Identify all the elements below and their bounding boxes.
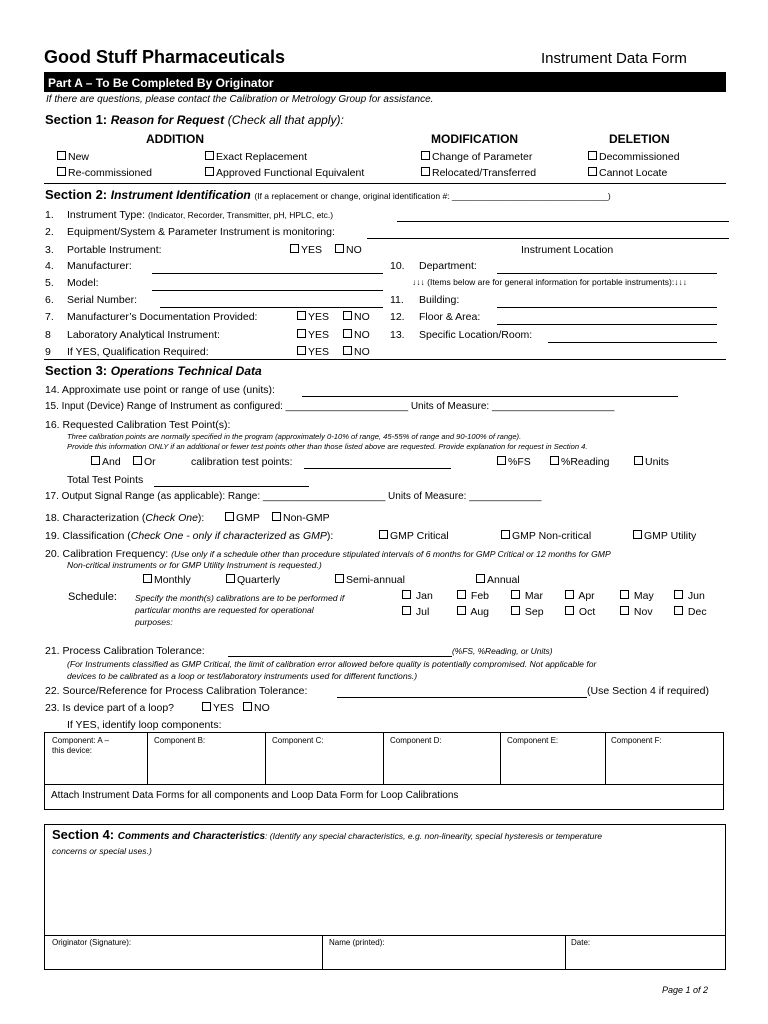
opt-pct-fs[interactable]: %FS	[497, 456, 531, 468]
cal-points-field[interactable]	[304, 468, 451, 469]
month-aug[interactable]: Aug	[457, 606, 489, 618]
checkbox-icon[interactable]	[272, 512, 281, 521]
arrow-down-icon: ↓↓↓	[674, 277, 687, 287]
divider	[265, 732, 266, 784]
divider	[565, 935, 566, 970]
opt-cannot-locate[interactable]: Cannot Locate	[588, 167, 667, 179]
room-field[interactable]	[548, 342, 717, 343]
opt-or[interactable]: Or	[133, 456, 156, 468]
divider	[383, 732, 384, 784]
checkbox-icon[interactable]	[335, 244, 344, 253]
q16-note-2: Provide this information ONLY if an additional or fewer test points other than those listed above are requested. Provide explanation for request in Section 4.	[67, 442, 588, 451]
q21-note-1: (For Instruments classified as GMP Critical, the limit of calibration error allowed before quality is potentially compromised. Not applicable for	[67, 659, 597, 669]
component-c[interactable]: Component C:	[272, 736, 324, 745]
month-dec[interactable]: Dec	[674, 606, 707, 618]
checkbox-icon[interactable]	[243, 702, 252, 711]
checkbox-icon[interactable]	[297, 311, 306, 320]
component-e[interactable]: Component E:	[507, 736, 559, 745]
divider	[44, 359, 726, 360]
month-mar[interactable]: Mar	[511, 590, 543, 602]
opt-relocated[interactable]: Relocated/Transferred	[421, 167, 536, 179]
portable-note: ↓↓↓ (Items below are for general information for portable instruments):↓↓↓	[412, 277, 687, 287]
checkbox-icon[interactable]	[57, 151, 66, 160]
department-field[interactable]	[497, 273, 717, 274]
q19: 19. Classification (Check One - only if characterized as GMP):	[45, 530, 334, 542]
checkbox-icon[interactable]	[588, 151, 597, 160]
component-f[interactable]: Component F:	[611, 736, 662, 745]
component-d[interactable]: Component D:	[390, 736, 442, 745]
deletion-heading: DELETION	[609, 132, 670, 146]
divider	[44, 935, 726, 936]
checkbox-icon[interactable]	[379, 530, 388, 539]
instrument-type-field[interactable]	[397, 221, 729, 222]
checkbox-icon[interactable]	[497, 456, 506, 465]
month-apr[interactable]: Apr	[565, 590, 595, 602]
checkbox-icon[interactable]	[402, 590, 411, 599]
docs-no[interactable]: NO	[343, 311, 370, 323]
item-7: 7. Manufacturer’s Documentation Provided:	[45, 311, 258, 323]
section-4-note-2: concerns or special uses.)	[52, 846, 152, 856]
name-printed[interactable]: Name (printed):	[329, 938, 385, 947]
month-oct[interactable]: Oct	[565, 606, 595, 618]
date-field[interactable]: Date:	[571, 938, 591, 947]
opt-recommissioned[interactable]: Re-commissioned	[57, 167, 152, 179]
serial-number-field[interactable]	[160, 307, 383, 308]
checkbox-icon[interactable]	[620, 590, 629, 599]
item-11: 11. Building:	[390, 294, 460, 306]
q23b: If YES, identify loop components:	[67, 719, 222, 731]
attach-note: Attach Instrument Data Forms for all components and Loop Data Form for Loop Calibrations	[51, 790, 459, 801]
divider	[500, 732, 501, 784]
checkbox-icon[interactable]	[501, 530, 510, 539]
opt-new[interactable]: New	[57, 151, 89, 163]
checkbox-icon[interactable]	[511, 590, 520, 599]
q21-note-2: devices to be calibrated as a loop or test/laboratory instruments used for different functions.)	[67, 671, 418, 681]
checkbox-icon[interactable]	[202, 702, 211, 711]
checkbox-icon[interactable]	[457, 606, 466, 615]
item-2: 2. Equipment/System & Parameter Instrument is monitoring:	[45, 226, 335, 238]
q23: 23. Is device part of a loop?	[45, 702, 174, 714]
opt-approved-equivalent[interactable]: Approved Functional Equivalent	[205, 167, 364, 179]
model-field[interactable]	[152, 290, 383, 291]
month-jan[interactable]: Jan	[402, 590, 433, 602]
divider	[44, 183, 726, 184]
checkbox-icon[interactable]	[674, 590, 683, 599]
checkbox-icon[interactable]	[588, 167, 597, 176]
q17: 17. Output Signal Range (as applicable): Range: ______________________ Units of Measure: _____________	[45, 491, 542, 502]
checkbox-icon[interactable]	[421, 167, 430, 176]
checkbox-icon[interactable]	[476, 574, 485, 583]
checkbox-icon[interactable]	[343, 311, 352, 320]
page-number: Page 1 of 2	[662, 985, 709, 995]
q20-note-2: Non-critical instruments or for GMP Utility Instrument is requested.)	[67, 560, 322, 570]
opt-and[interactable]: And	[91, 456, 121, 468]
originator-signature[interactable]: Originator (Signature):	[52, 938, 132, 947]
month-jul[interactable]: Jul	[402, 606, 429, 618]
q16: 16. Requested Calibration Test Point(s):	[45, 419, 231, 431]
lab-yes[interactable]: YES	[297, 329, 329, 341]
part-a-banner	[44, 72, 726, 92]
checkbox-icon[interactable]	[674, 606, 683, 615]
checkbox-icon[interactable]	[620, 606, 629, 615]
item-13: 13. Specific Location/Room:	[390, 329, 533, 341]
checkbox-icon[interactable]	[343, 329, 352, 338]
checkbox-icon[interactable]	[290, 244, 299, 253]
opt-non-gmp[interactable]: Non-GMP	[272, 512, 330, 524]
checkbox-icon[interactable]	[343, 346, 352, 355]
opt-gmp-noncritical[interactable]: GMP Non-critical	[501, 530, 591, 542]
divider	[44, 784, 724, 785]
checkbox-icon[interactable]	[421, 151, 430, 160]
opt-exact-replacement[interactable]: Exact Replacement	[205, 151, 307, 163]
section-1-heading: Section 1: Reason for Request (Check all that apply):	[45, 112, 344, 127]
component-a-sub: this device:	[52, 746, 93, 755]
checkbox-icon[interactable]	[133, 456, 142, 465]
item-10: 10. Department:	[390, 260, 477, 272]
q21-units: (%FS, %Reading, or Units)	[452, 646, 553, 656]
opt-gmp[interactable]: GMP	[225, 512, 260, 524]
month-nov[interactable]: Nov	[620, 606, 653, 618]
month-feb[interactable]: Feb	[457, 590, 489, 602]
q22-end: (Use Section 4 if required)	[587, 685, 709, 697]
total-points-label: Total Test Points	[67, 474, 144, 486]
cal-points-label: calibration test points:	[191, 456, 293, 468]
loop-no[interactable]: NO	[243, 702, 270, 714]
divider	[605, 732, 606, 784]
component-b[interactable]: Component B:	[154, 736, 206, 745]
checkbox-icon[interactable]	[550, 456, 559, 465]
schedule-note-2: particular months are requested for operational	[135, 605, 314, 615]
opt-gmp-utility[interactable]: GMP Utility	[633, 530, 696, 542]
checkbox-icon[interactable]	[633, 530, 642, 539]
item-5: 5. Model:	[45, 277, 99, 289]
loop-yes[interactable]: YES	[202, 702, 234, 714]
portable-no[interactable]: NO	[335, 244, 362, 256]
opt-pct-reading[interactable]: %Reading	[550, 456, 609, 468]
modification-heading: MODIFICATION	[431, 132, 519, 146]
checkbox-icon[interactable]	[565, 590, 574, 599]
item-3: 3. Portable Instrument:	[45, 244, 162, 256]
item-9: 9 If YES, Qualification Required:	[45, 346, 209, 358]
q22: 22. Source/Reference for Process Calibration Tolerance:	[45, 685, 308, 697]
month-may[interactable]: May	[620, 590, 654, 602]
form-title: Instrument Data Form	[541, 50, 687, 67]
section-2-heading: Section 2: Instrument Identification (If a replacement or change, original identification #: _________________________________)	[45, 187, 611, 202]
q15: 15. Input (Device) Range of Instrument as configured: ______________________ Units of Measure: ______________________	[45, 401, 615, 412]
part-a-title: Part A – To Be Completed By Originator	[48, 76, 274, 90]
checkbox-icon[interactable]	[297, 329, 306, 338]
checkbox-icon[interactable]	[565, 606, 574, 615]
addition-heading: ADDITION	[146, 132, 204, 146]
q21: 21. Process Calibration Tolerance:	[45, 645, 205, 657]
qual-no[interactable]: NO	[343, 346, 370, 358]
schedule-label: Schedule:	[68, 591, 117, 603]
checkbox-icon[interactable]	[57, 167, 66, 176]
month-jun[interactable]: Jun	[674, 590, 705, 602]
checkbox-icon[interactable]	[402, 606, 411, 615]
portable-yes[interactable]: YES	[290, 244, 322, 256]
item-1: 1. Instrument Type: (Indicator, Recorder, Transmitter, pH, HPLC, etc.)	[45, 209, 334, 221]
opt-change-of-parameter[interactable]: Change of Parameter	[421, 151, 532, 163]
item-4: 4. Manufacturer:	[45, 260, 132, 272]
opt-quarterly[interactable]: Quarterly	[226, 574, 280, 586]
instrument-location-heading: Instrument Location	[521, 244, 614, 256]
opt-annual[interactable]: Annual	[476, 574, 520, 586]
company-name: Good Stuff Pharmaceuticals	[44, 47, 286, 67]
opt-gmp-critical[interactable]: GMP Critical	[379, 530, 449, 542]
lab-no[interactable]: NO	[343, 329, 370, 341]
q20: 20. Calibration Frequency: (Use only if a schedule other than procedure stipulated intervals of 6 months for GMP Critical or 12 months for GMP	[45, 548, 611, 560]
checkbox-icon[interactable]	[511, 606, 520, 615]
manufacturer-field[interactable]	[152, 273, 383, 274]
opt-units[interactable]: Units	[634, 456, 669, 468]
item-8: 8 Laboratory Analytical Instrument:	[45, 329, 220, 341]
checkbox-icon[interactable]	[335, 574, 344, 583]
arrow-down-icon: ↓↓↓	[412, 277, 425, 287]
checkbox-icon[interactable]	[205, 151, 214, 160]
month-sep[interactable]: Sep	[511, 606, 544, 618]
opt-decommissioned[interactable]: Decommissioned	[588, 151, 680, 163]
use-point-field[interactable]	[302, 396, 678, 397]
section-3-heading: Section 3: Operations Technical Data	[45, 363, 262, 378]
floor-area-field[interactable]	[497, 324, 717, 325]
item-6: 6. Serial Number:	[45, 294, 138, 306]
tolerance-source-field[interactable]	[337, 697, 587, 698]
component-a[interactable]: Component: A –	[52, 736, 109, 745]
building-field[interactable]	[497, 307, 717, 308]
section-4-heading: Section 4: Comments and Characteristics: (Identify any special characteristics, e.g. non-linearity, special hysteresis or temperature	[52, 827, 603, 842]
checkbox-icon[interactable]	[226, 574, 235, 583]
schedule-note-1: Specify the month(s) calibrations are to be performed if	[135, 593, 345, 603]
total-points-field[interactable]	[154, 486, 309, 487]
qual-yes[interactable]: YES	[297, 346, 329, 358]
q16-note-1: Three calibration points are normally specified in the program (approximately 0-10% of range, 45-55% of range and 90-100% of range).	[67, 432, 522, 441]
checkbox-icon[interactable]	[457, 590, 466, 599]
opt-semiannual[interactable]: Semi-annual	[335, 574, 405, 586]
checkbox-icon[interactable]	[205, 167, 214, 176]
item-12: 12. Floor & Area:	[390, 311, 481, 323]
divider	[322, 935, 323, 970]
divider	[147, 732, 148, 784]
checkbox-icon[interactable]	[634, 456, 643, 465]
q14: 14. Approximate use point or range of use (units):	[45, 384, 275, 396]
q18: 18. Characterization (Check One):	[45, 512, 205, 524]
monitoring-field[interactable]	[367, 238, 729, 239]
checkbox-icon[interactable]	[297, 346, 306, 355]
docs-yes[interactable]: YES	[297, 311, 329, 323]
schedule-note-3: purposes:	[135, 617, 173, 627]
opt-monthly[interactable]: Monthly	[143, 574, 191, 586]
checkbox-icon[interactable]	[225, 512, 234, 521]
contact-note: If there are questions, please contact the Calibration or Metrology Group for assistance.	[46, 94, 434, 105]
checkbox-icon[interactable]	[91, 456, 100, 465]
tolerance-field[interactable]	[228, 656, 452, 657]
checkbox-icon[interactable]	[143, 574, 152, 583]
